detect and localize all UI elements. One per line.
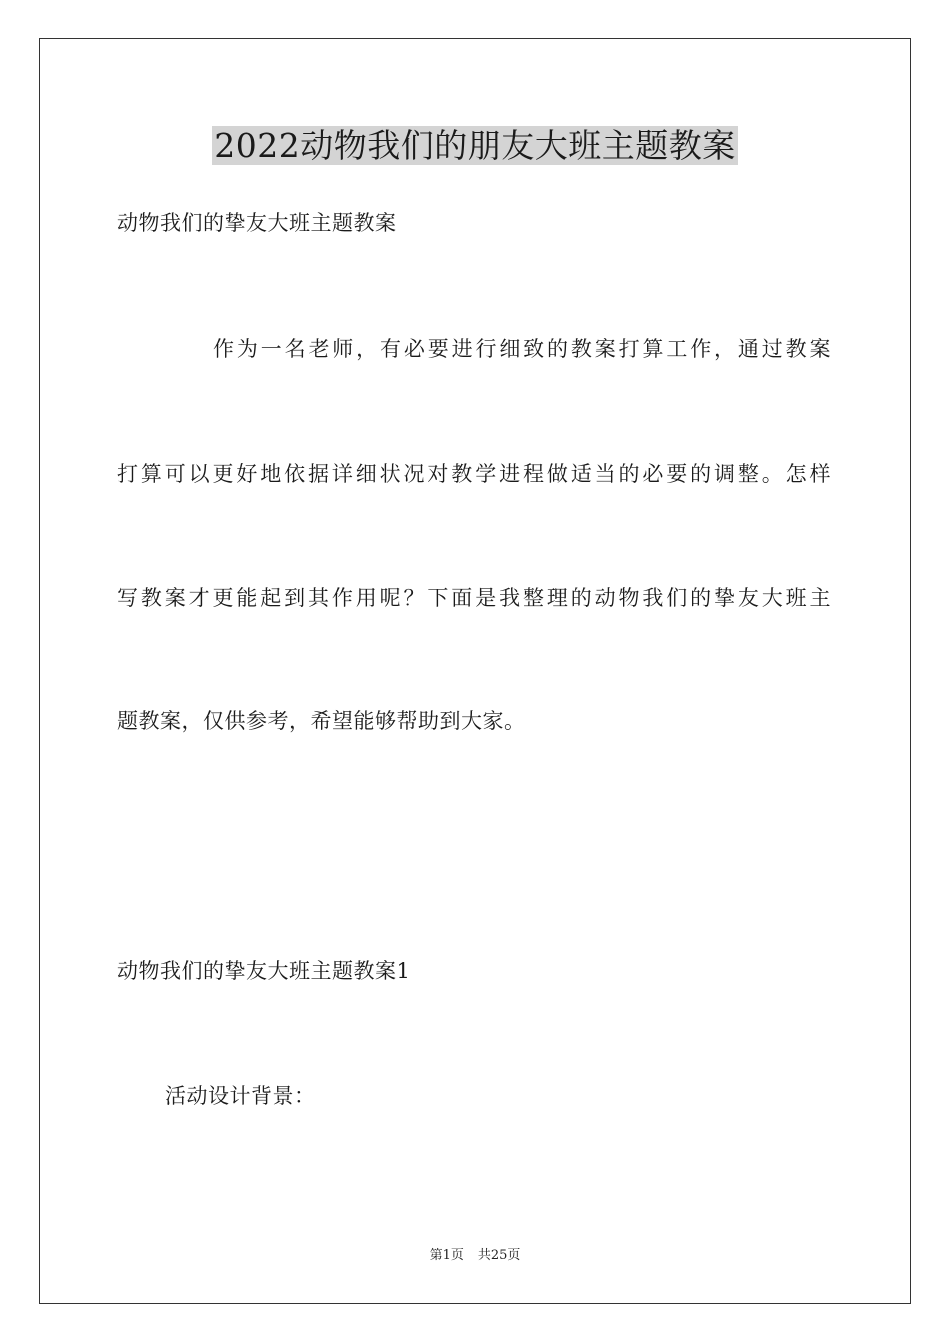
intro-line-4: 题教案，仅供参考，希望能够帮助到大家。 [117,709,526,733]
intro-line-3: 写教案才更能起到其作用呢？下面是我整理的动物我们的挚友大班主 [117,586,831,610]
subsection-heading: 活动设计背景： [165,1084,316,1108]
document-subtitle: 动物我们的挚友大班主题教案 [117,211,397,235]
intro-line-2: 打算可以更好地依据详细状况对教学进程做适当的必要的调整。怎样 [117,462,831,486]
intro-line-1: 作为一名老师，有必要进行细致的教案打算工作，通过教案 [213,337,831,361]
document-title-text: 2022动物我们的朋友大班主题教案 [214,126,736,165]
page-footer [0,1247,950,1265]
page-total: 共25页 [477,1248,521,1263]
page-number: 第1页 [429,1248,464,1263]
section-heading: 动物我们的挚友大班主题教案1 [117,959,411,983]
document-title [0,124,950,168]
